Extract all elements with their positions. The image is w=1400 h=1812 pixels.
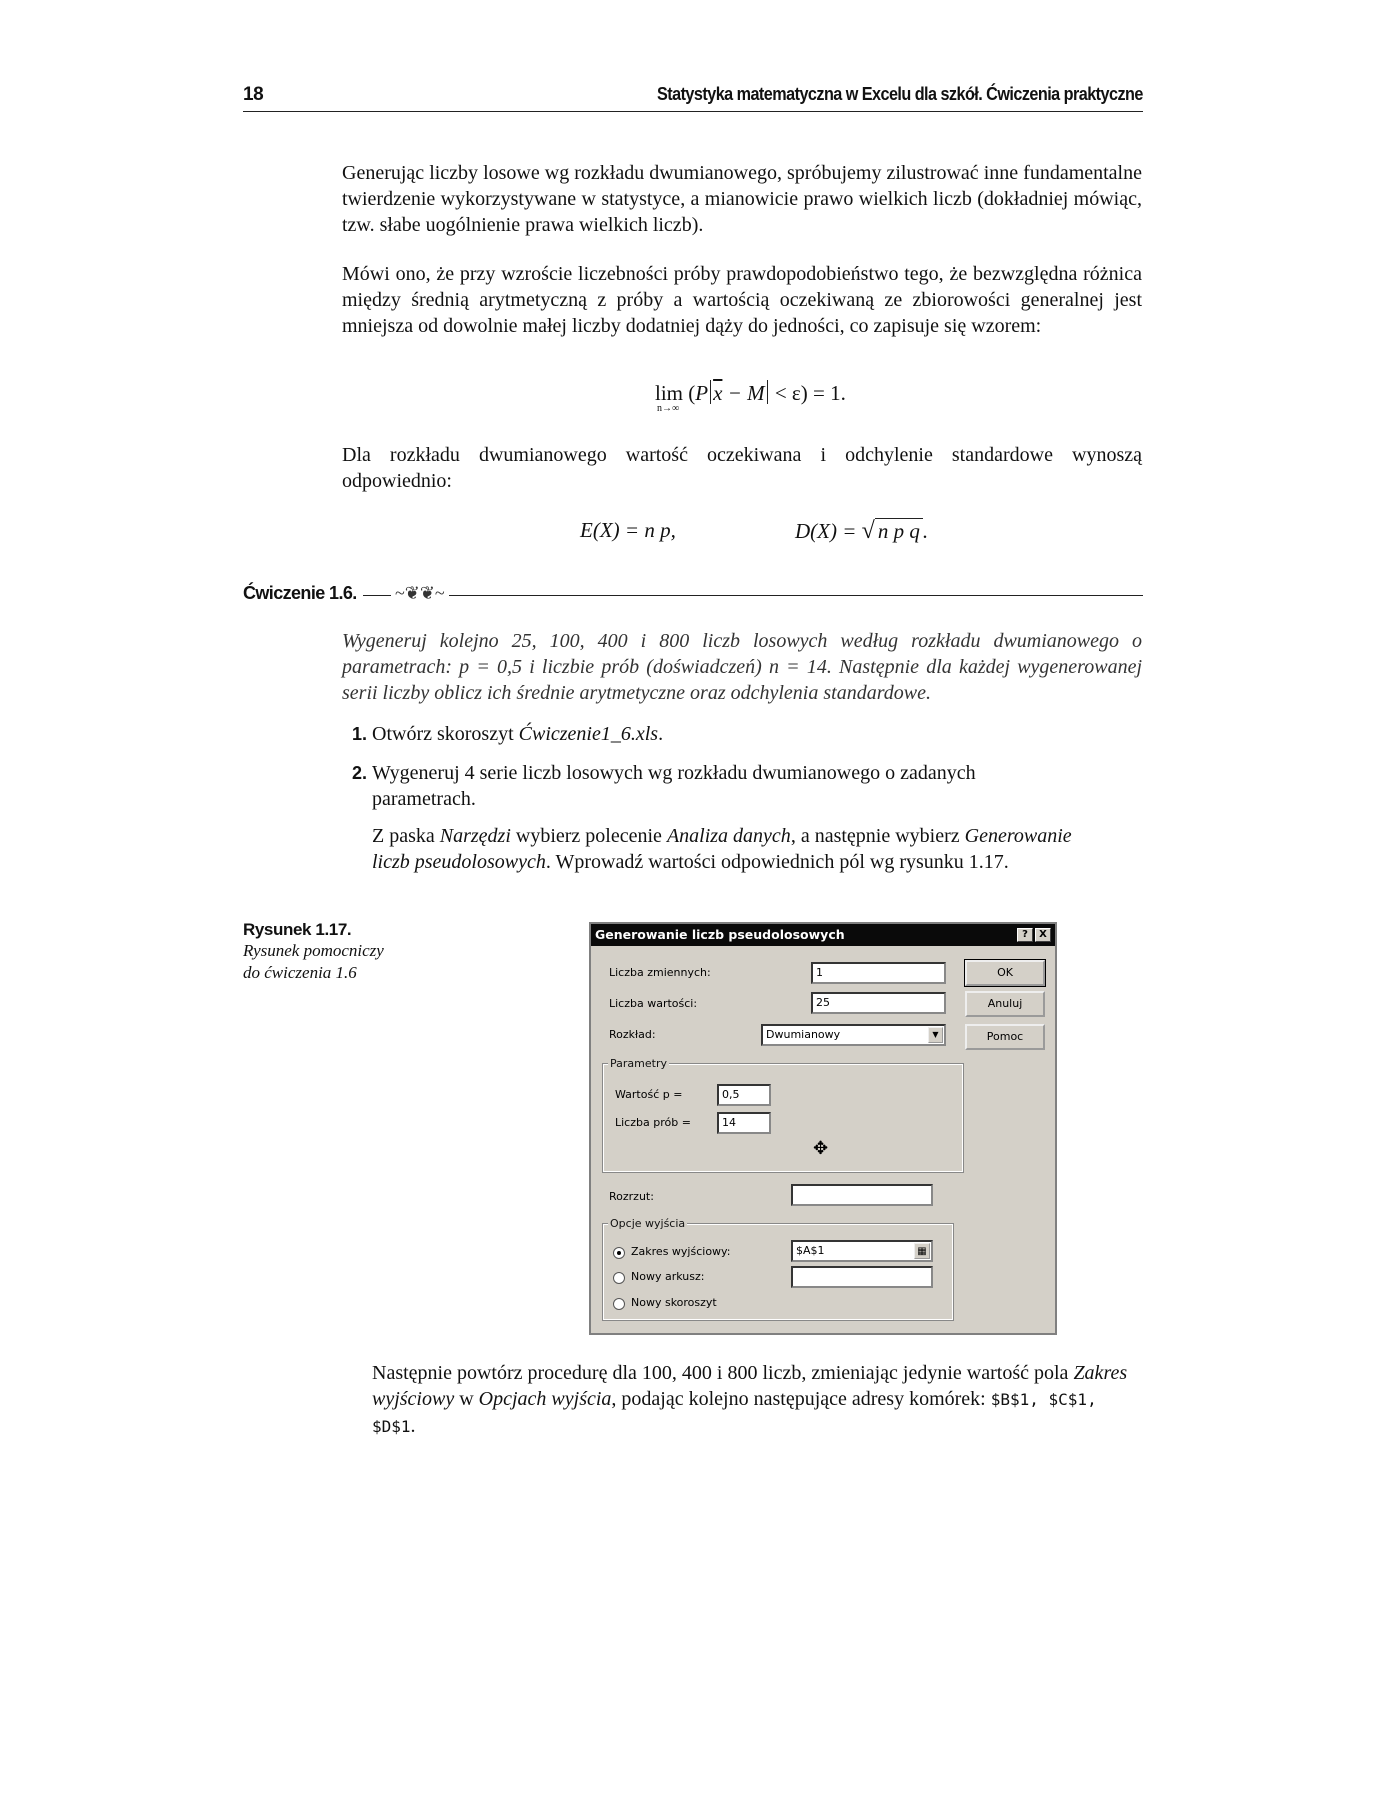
cell-addresses: $B$1, $C$1, $D$1 (372, 1390, 1097, 1436)
new-sheet-input[interactable] (791, 1266, 933, 1288)
formula-law-of-large-numbers: lim n→∞ (P $\overline{x} - M < \varepsilon) = 1$. (655, 381, 846, 414)
paragraph-law: Mówi ono, że przy wzroście liczebności próby prawdopodobieństwo tego, że bezwzględna różnica między średnią arytmetyczną z próby a wartością oczekiwaną ze zbiorowości generalnej jest mniejsza od dowolnie małej liczby dodatniej dąży do jedności, co zapisuje się wzorem: (342, 263, 1142, 337)
formula-lim-subscript: n→∞ (657, 403, 680, 414)
num-values-input[interactable]: 25 (811, 992, 946, 1014)
exercise-task: Wygeneruj kolejno 25, 100, 400 i 800 liczb losowych według rozkładu dwumianowego o parametrach: p = 0,5 i liczbie prób (doświadczeń) n = 14. Następnie dla każdej wygenerowanej serii liczby oblicz ich średnie arytmetyczne oraz odchylenia standardowe. (342, 630, 1142, 704)
new-workbook-label: Nowy skoroszyt (631, 1296, 717, 1309)
figure-label: Rysunek 1.17. (243, 920, 352, 939)
step-2-note: Z paska Narzędzi wybierz polecenie Analiza danych, a następnie wybierz Generowanie liczb pseudolosowych. Wprowadź wartości odpowiednich pól wg rysunku 1.17. (372, 825, 1072, 873)
formula-std-dev: D(X) = √ n p q . (795, 518, 929, 544)
p-value-label: Wartość p = (615, 1088, 683, 1101)
step-2: 2. Wygeneruj 4 serie liczb losowych wg rozkładu dwumianowego o zadanych parametrach. (352, 762, 976, 810)
cancel-button[interactable]: Anuluj (965, 991, 1045, 1017)
mouse-cursor-icon: ✥ (813, 1138, 829, 1159)
distribution-label: Rozkład: (609, 1028, 656, 1041)
range-select-icon[interactable]: ▦ (914, 1243, 930, 1259)
page-number: 18 (243, 84, 264, 105)
new-sheet-label: Nowy arkusz: (631, 1270, 705, 1283)
figure-desc-line1: Rysunek pomocniczy (243, 941, 384, 960)
page-header (243, 84, 1143, 112)
trials-label: Liczba prób = (615, 1116, 691, 1129)
help-icon[interactable]: ? (1017, 928, 1033, 942)
exercise-heading (243, 583, 1143, 609)
num-values-label: Liczba wartości: (609, 997, 698, 1010)
running-title: Statystyka matematyczna w Excelu dla szkół. Ćwiczenia praktyczne (657, 84, 1143, 104)
help-button[interactable]: Pomoc (965, 1024, 1045, 1050)
distribution-select[interactable]: Dwumianowy ▼ (761, 1024, 946, 1046)
new-sheet-radio[interactable] (613, 1272, 625, 1284)
ornament-icon: ~❦❦~ (391, 583, 449, 604)
seed-input[interactable] (791, 1184, 933, 1206)
seed-label: Rozrzut: (609, 1190, 654, 1203)
new-workbook-radio[interactable] (613, 1298, 625, 1310)
step-1-file: Ćwiczenie1_6.xls (518, 723, 659, 745)
output-range-input[interactable]: $A$1 ▦ (791, 1240, 933, 1262)
exercise-label: Ćwiczenie 1.6. (243, 583, 363, 604)
num-vars-input[interactable]: 1 (811, 962, 946, 984)
parameters-title: Parametry (610, 1057, 667, 1070)
random-number-dialog (589, 922, 1057, 1335)
dialog-title: Generowanie liczb pseudolosowych (595, 927, 845, 942)
close-icon[interactable]: X (1035, 928, 1051, 942)
trials-input[interactable]: 14 (717, 1112, 771, 1134)
dialog-titlebar (591, 924, 1055, 946)
ok-button[interactable]: OK (965, 960, 1045, 986)
paragraph-intro: Generując liczby losowe wg rozkładu dwumianowego, spróbujemy zilustrować inne fundamentalne twierdzenie wykorzystywane w statystyce, a mianowicie prawo wielkich liczb (dokładniej mówiąc, tzw. słabe uogólnienie prawa wielkich liczb). (342, 162, 1142, 236)
output-range-label: Zakres wyjściowy: (631, 1245, 731, 1258)
formula-xbar: $\overline{x}$ (713, 381, 723, 405)
p-value-input[interactable]: 0,5 (717, 1084, 771, 1106)
chevron-down-icon[interactable]: ▼ (928, 1027, 943, 1043)
num-vars-label: Liczba zmiennych: (609, 966, 711, 979)
paragraph-binomial: Dla rozkładu dwumianowego wartość oczekiwana i odchylenie standardowe wynoszą odpowiednio: (342, 444, 1142, 492)
step-1: 1. Otwórz skoroszyt Ćwiczenie1_6.xls. (352, 723, 664, 745)
formula-rest: < ε) = 1. (769, 381, 846, 405)
formula-lim: lim n→∞ (655, 381, 684, 414)
output-options-title: Opcje wyjścia (610, 1217, 686, 1230)
figure-desc-line2: do ćwiczenia 1.6 (243, 963, 357, 982)
output-range-radio[interactable] (613, 1247, 625, 1259)
formula-expected-value: E(X) = n p, (580, 518, 676, 542)
figure-caption (243, 920, 433, 984)
formula-p: P (695, 381, 709, 405)
exercise-divider (361, 595, 1143, 596)
closing-paragraph: Następnie powtórz procedurę dla 100, 400 i 800 liczb, zmieniając jedynie wartość pola Zakres wyjściowy w Opcjach wyjścia, podając kolejno następujące adresy komórek: $B$1, $C$1, $D$1. (372, 1362, 1128, 1437)
